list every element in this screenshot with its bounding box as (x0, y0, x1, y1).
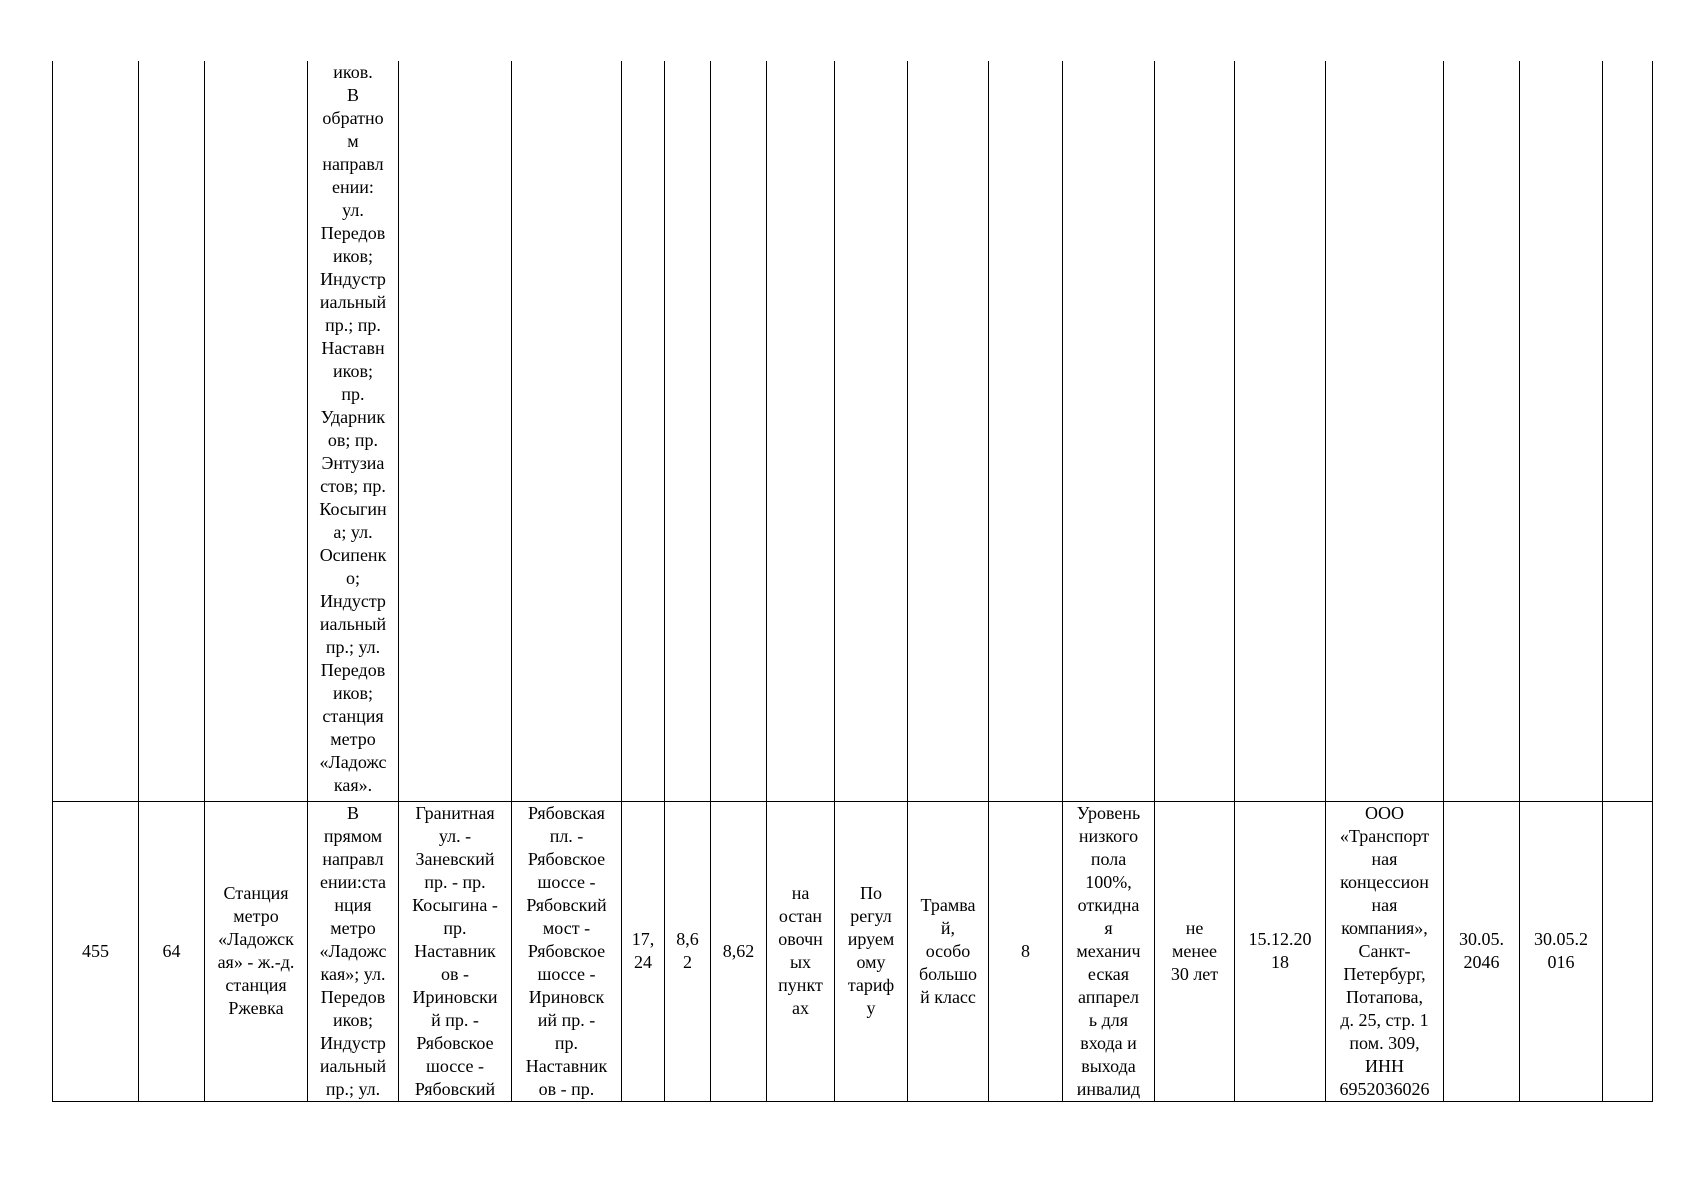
table-row-continuation (53, 61, 1653, 801)
cell-date-start: 30.05.2 016 (1520, 801, 1603, 1101)
cell-carrier (1326, 61, 1444, 801)
cell-stops: В прямом направл ении:ста нция метро «Ладожс кая»; ул. Передов иков; Индустр иальный пр.; ул. (308, 801, 399, 1101)
cell-date-end (1444, 61, 1520, 801)
cell-length-total: 8,62 (711, 801, 767, 1101)
cell-route-no: 64 (139, 801, 205, 1101)
cell-tariff (835, 61, 908, 801)
cell-start-date: 15.12.20 18 (1235, 801, 1326, 1101)
cell-vehicle-age (1155, 61, 1235, 801)
cell-start-date (1235, 61, 1326, 801)
cell-vehicle-type: Трамва й, особо большо й класс (908, 801, 989, 1101)
cell-route-path-continued: иков. В обратно м направл ении: ул. Передов иков; Индустр иальный пр.; пр. Наставн иков; пр. Ударник ов; пр. Энтузиа стов; пр. Косыгин а; ул. Осипенк о; Индустр иальный пр.; ул. Передов иков; станция метро «Ладожс кая». (308, 61, 399, 801)
cell-streets-forward: Гранитная ул. - Заневский пр. - пр. Косыгина - пр. Наставник ов - Ириновски й пр. - Рябовское шоссе - Рябовский (399, 801, 512, 1101)
cell-route-name: Станция метро «Ладожск ая» - ж.-д. станция Ржевка (205, 801, 308, 1101)
cell-carrier: ООО «Транспорт ная концессион ная компания», Санкт- Петербург, Потапова, д. 25, стр. 1 пом. 309, ИНН 6952036026 (1326, 801, 1444, 1101)
cell-vehicle-count (989, 61, 1063, 801)
cell-streets-forward (399, 61, 512, 801)
cell-reg-no (53, 61, 139, 801)
cell-vehicle-characteristics: Уровень низкого пола 100%, откидна я механич еская аппарел ь для входа и выхода инвалид (1063, 801, 1155, 1101)
cell-streets-backward (512, 61, 622, 801)
cell-length-total (711, 61, 767, 801)
cell-streets-backward: Рябовская пл. - Рябовское шоссе - Рябовский мост - Рябовское шоссе - Ириновск ий пр. - пр. Наставник ов - пр. (512, 801, 622, 1101)
cell-extra (1603, 61, 1653, 801)
cell-route-name (205, 61, 308, 801)
cell-extra (1603, 801, 1653, 1101)
cell-boarding (767, 61, 835, 801)
cell-date-start (1520, 61, 1603, 801)
cell-vehicle-characteristics (1063, 61, 1155, 801)
cell-length-forward: 17, 24 (622, 801, 665, 1101)
cell-vehicle-count: 8 (989, 801, 1063, 1101)
cell-reg-no: 455 (53, 801, 139, 1101)
cell-date-end: 30.05. 2046 (1444, 801, 1520, 1101)
table-row (53, 801, 1653, 1101)
cell-length-backward: 8,6 2 (665, 801, 711, 1101)
cell-boarding: на остан овочн ых пункт ах (767, 801, 835, 1101)
cell-vehicle-age: не менее 30 лет (1155, 801, 1235, 1101)
cell-vehicle-type (908, 61, 989, 801)
cell-length-forward (622, 61, 665, 801)
cell-route-no (139, 61, 205, 801)
route-registry-table (52, 61, 1653, 1102)
cell-length-backward (665, 61, 711, 801)
cell-tariff: По регул ируем ому тариф у (835, 801, 908, 1101)
